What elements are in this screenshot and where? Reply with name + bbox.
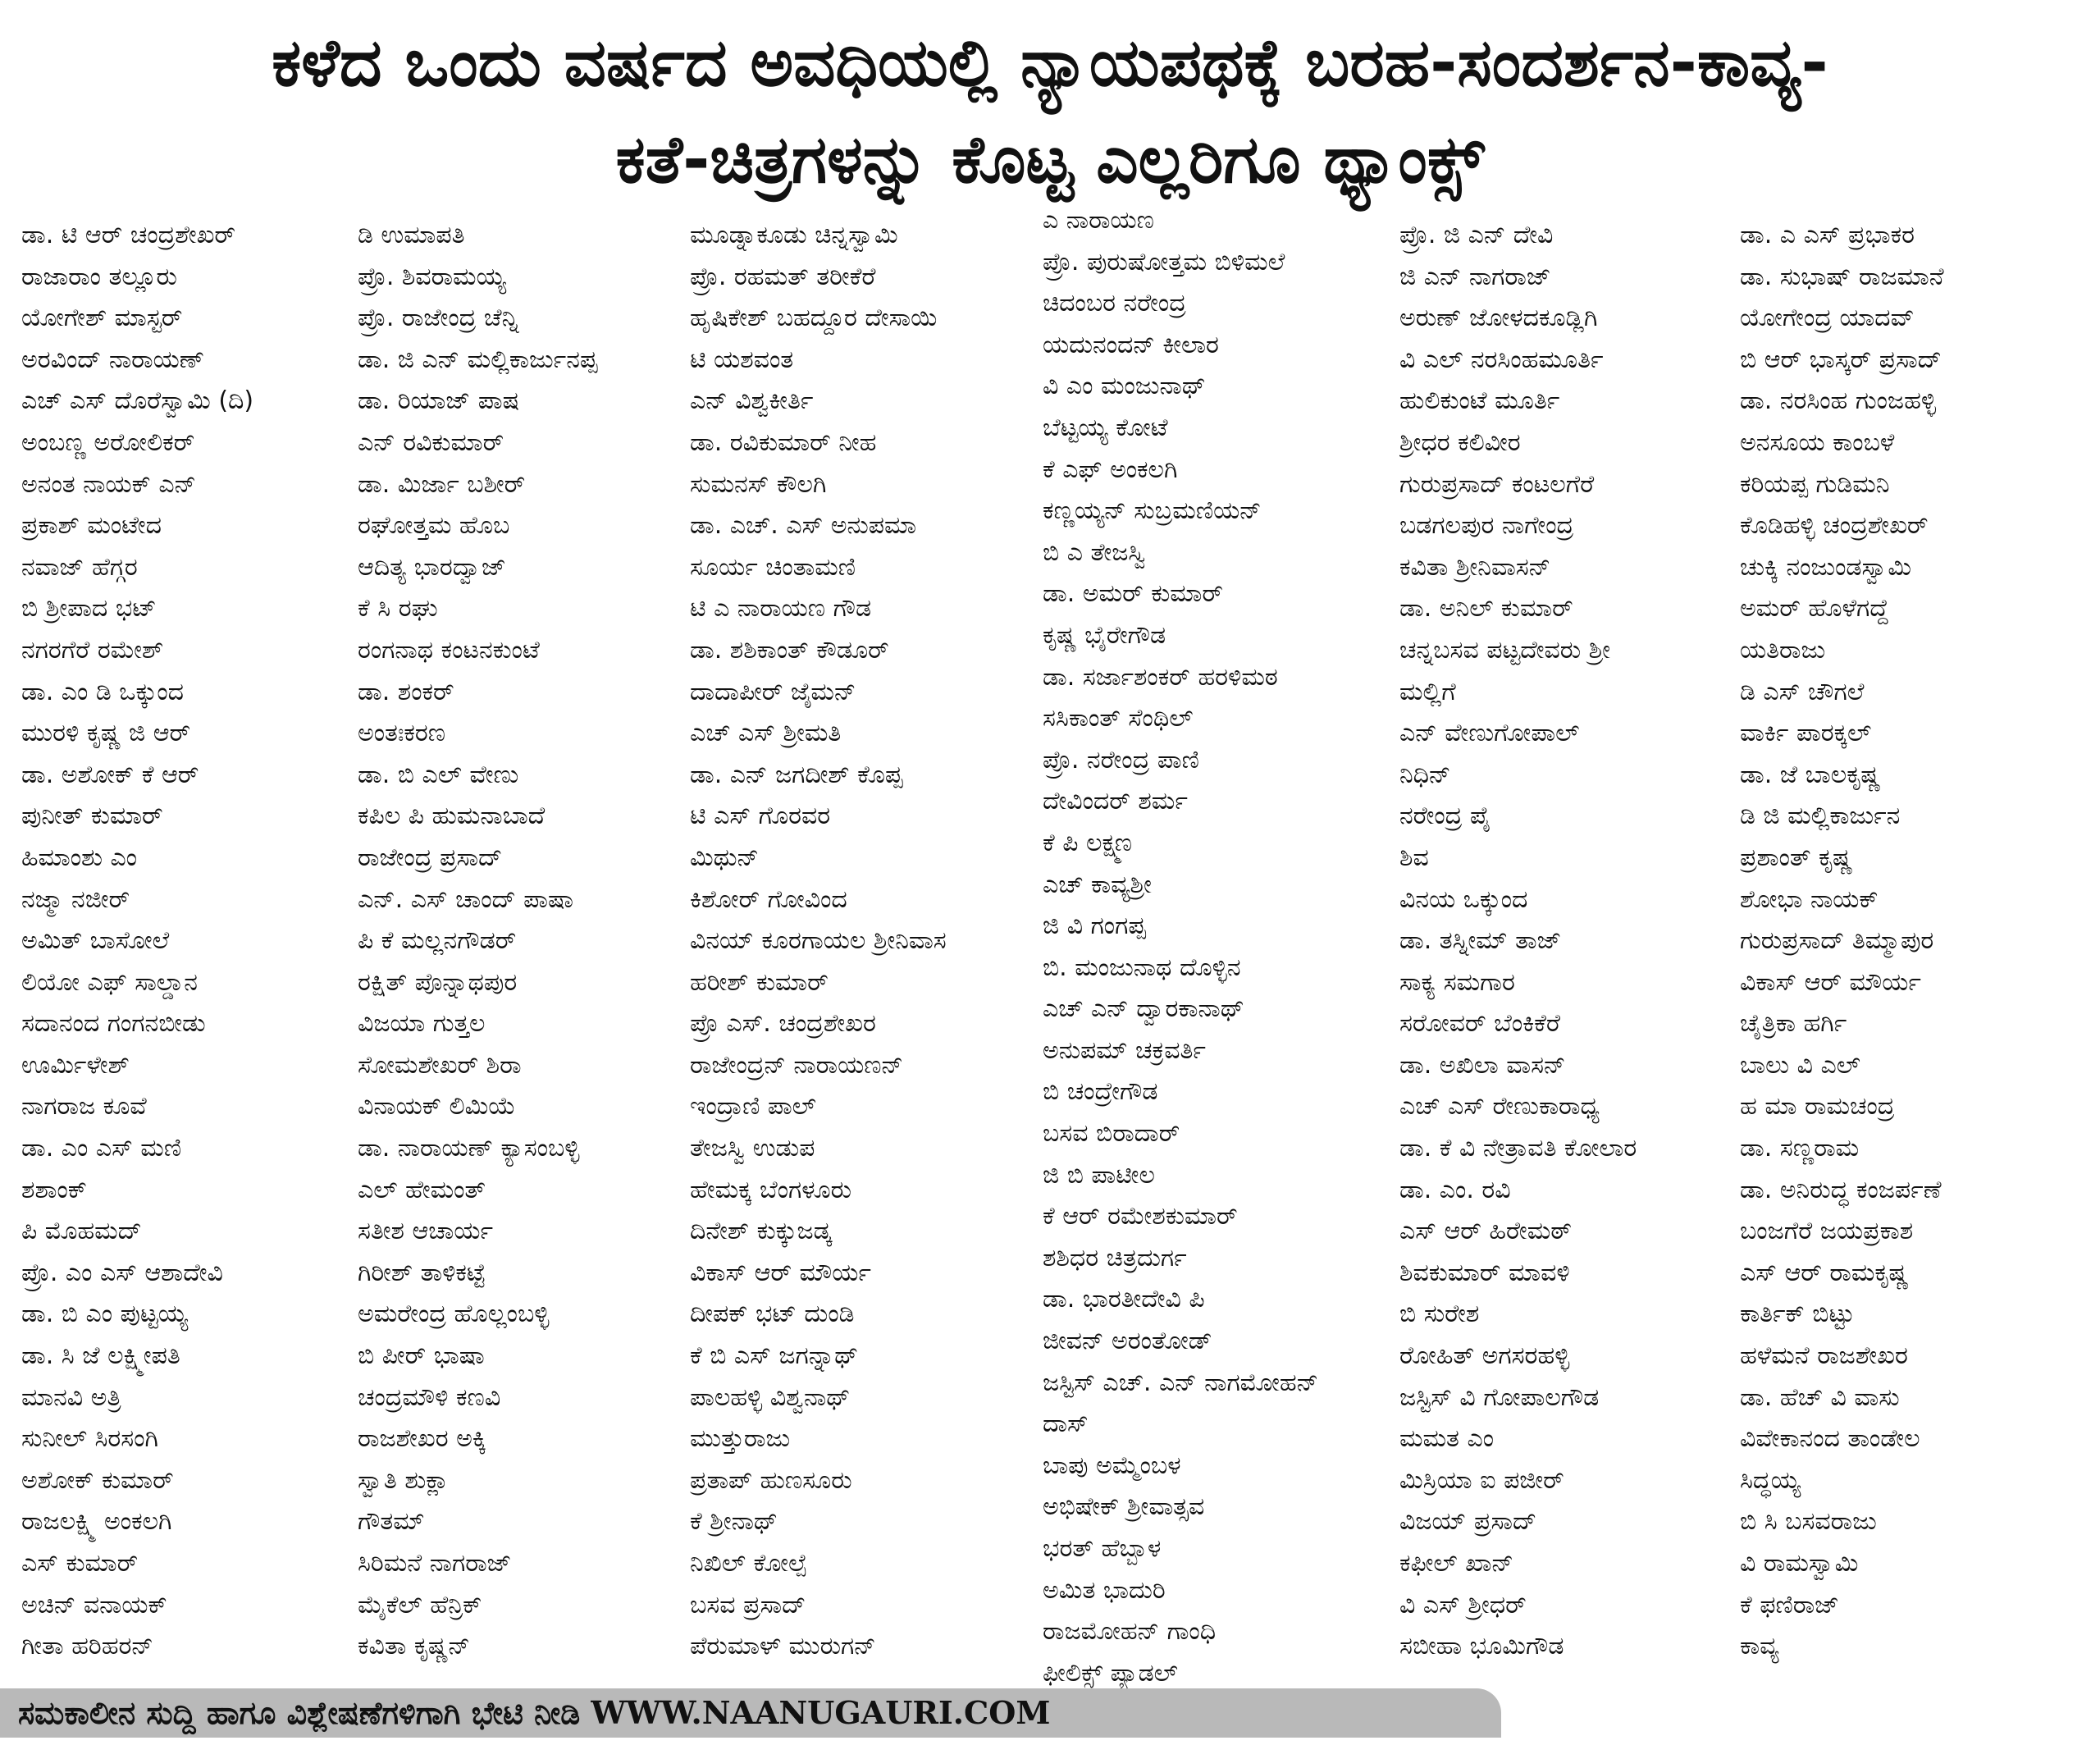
contributor-name: ಸತೀಶ ಆಚಾರ್ಯ — [358, 1217, 493, 1246]
contributor-name: ಎಸ್ ಆರ್ ಹಿರೇಮಠ್ — [1399, 1217, 1572, 1246]
contributor-name: ಡಾ. ಹೆಚ್ ವಿ ವಾಸು — [1740, 1382, 1900, 1412]
name-column-2 — [358, 215, 702, 1668]
contributor-name: ಡಾ. ಜಿ ಎನ್ ಮಲ್ಲಿಕಾರ್ಜುನಪ್ಪ — [358, 345, 598, 374]
contributor-name: ಬಿ ಸುರೇಶ — [1399, 1300, 1480, 1329]
contributor-name: ಪ್ರತಾಪ್ ಹುಣಸೂರು — [690, 1465, 852, 1495]
contributor-name: ಶಿವ — [1399, 843, 1429, 872]
contributor-name: ಡಾ. ಸಣ್ಣರಾಮ — [1740, 1134, 1860, 1163]
contributor-name: ಡಾ. ಭಾರತೀದೇವಿ ಪಿ — [1043, 1285, 1205, 1314]
contributor-name: ರಾಜಾರಾಂ ತಲ್ಲೂರು — [21, 262, 177, 291]
contributor-name: ಬಿ ಶ್ರೀಪಾದ ಭಟ್ — [21, 594, 157, 624]
contributor-name: ವಿವೇಕಾನಂದ ತಾಂಡೇಲ — [1740, 1424, 1920, 1454]
name-column-6 — [1740, 215, 2084, 1668]
contributor-name: ಬಸವ ಪ್ರಸಾದ್ — [690, 1590, 806, 1619]
contributor-name: ಡಾ. ಕೆ ವಿ ನೇತ್ರಾವತಿ ಕೋಲಾರ — [1399, 1134, 1637, 1163]
contributor-name: ಸಾಕ್ಯ ಸಮಗಾರ — [1399, 967, 1515, 997]
contributor-name: ಅಶೋಕ್ ಕುಮಾರ್ — [21, 1465, 174, 1495]
contributor-name: ನರೇಂದ್ರ ಪೈ — [1399, 802, 1491, 831]
contributor-name: ರಂಗನಾಥ ಕಂಟನಕುಂಟೆ — [358, 635, 540, 665]
contributor-name: ಕೃಷ್ಣ ಭೈರೇಗೌಡ — [1043, 620, 1166, 650]
contributor-name: ಪ್ರಶಾಂತ್ ಕೃಷ್ಣ — [1740, 843, 1853, 872]
contributor-name: ಡಾ. ಶಶಿಕಾಂತ್ ಕೌಡೂರ್ — [690, 635, 889, 665]
contributor-name: ಚಿದಂಬರ ನರೇಂದ್ರ — [1043, 289, 1186, 318]
contributor-name: ನಜ್ಮಾ ನಜೀರ್ — [21, 884, 130, 914]
contributor-name: ಗೌತಮ್ — [358, 1507, 425, 1537]
contributor-name: ಕಫೀಲ್ ಖಾನ್ — [1399, 1549, 1513, 1578]
contributor-name: ಪಾಲಹಳ್ಳಿ ವಿಶ್ವನಾಥ್ — [690, 1382, 851, 1412]
contributor-name: ಮೂಡ್ನಾಕೂಡು ಚಿನ್ನಸ್ವಾಮಿ — [690, 221, 898, 249]
contributor-name: ಹಳೆಮನೆ ರಾಜಶೇಖರ — [1740, 1341, 1908, 1371]
name-column-3 — [690, 215, 1034, 1668]
contributor-name: ಅನಸೂಯ ಕಾಂಬಳೆ — [1740, 427, 1895, 457]
contributor-name: ಸ್ವಾತಿ ಶುಕ್ಲಾ — [358, 1465, 449, 1495]
contributor-name: ಬಿ ಆರ್ ಭಾಸ್ಕರ್ ಪ್ರಸಾದ್ — [1740, 345, 1942, 374]
contributor-name: ಶೋಭಾ ನಾಯಕ್ — [1740, 884, 1879, 914]
contributor-name: ನಿಖಿಲ್ ಕೋಲ್ಪೆ — [690, 1549, 807, 1578]
contributor-name: ಬಡಗಲಪುರ ನಾಗೇಂದ್ರ — [1399, 511, 1574, 541]
contributor-name: ಬಾಪು ಅಮ್ಮೆಂಬಳ — [1043, 1450, 1181, 1480]
contributor-name: ಗೀತಾ ಹರಿಹರನ್ — [21, 1632, 153, 1661]
contributor-name: ನಾಗರಾಜ ಕೂವೆ — [21, 1092, 147, 1121]
contributor-name: ಮಮತ ಎಂ — [1399, 1424, 1495, 1454]
contributor-name: ಎಚ್ ಕಾವ್ಯಶ್ರೀ — [1043, 870, 1152, 899]
contributor-name: ಜಿ ವಿ ಗಂಗಪ್ಪ — [1043, 911, 1146, 941]
contributor-name: ಕಣ್ಣಯ್ಯನ್ ಸುಬ್ರಮಣಿಯನ್ — [1043, 496, 1262, 526]
contributor-name: ಬಿ ಎ ತೇಜಸ್ವಿ — [1043, 537, 1146, 567]
contributor-name: ಡಾ. ಶಂಕರ್ — [358, 677, 454, 706]
title-line-1: ಕಳೆದ ಒಂದು ವರ್ಷದ ಅವಧಿಯಲ್ಲಿ ನ್ಯಾಯಪಥಕ್ಕೆ ಬರಹ-ಸಂದರ್ಶನ-ಕಾವ್ಯ- — [272, 25, 1828, 101]
contributor-name: ಕಿಶೋರ್ ಗೋವಿಂದ — [690, 884, 847, 914]
contributor-name: ಯತಿರಾಜು — [1740, 635, 1826, 665]
contributor-name: ಲಿಯೋ ಎಫ್ ಸಾಲ್ಡಾನ — [21, 967, 198, 997]
contributor-name: ಚುಕ್ಕಿ ನಂಜುಂಡಸ್ವಾಮಿ — [1740, 552, 1912, 582]
contributor-name: ಡಾ. ಎಂ. ರವಿ — [1399, 1175, 1511, 1204]
contributor-name: ಪ್ರಕಾಶ್ ಮಂಟೇದ — [21, 511, 162, 541]
contributor-name: ಎನ್ ರವಿಕುಮಾರ್ — [358, 427, 504, 457]
contributor-name: ಬಿ ಚಂದ್ರೇಗೌಡ — [1043, 1077, 1158, 1107]
contributor-name: ಡಾ. ಅಖಿಲಾ ವಾಸನ್ — [1399, 1050, 1566, 1080]
contributor-name: ದಾದಾಪೀರ್ ಜೈಮನ್ — [690, 677, 856, 706]
contributor-name: ಪೆರುಮಾಳ್ ಮುರುಗನ್ — [690, 1632, 876, 1661]
contributor-name: ಶ್ರೀಧರ ಕಲಿವೀರ — [1399, 427, 1521, 457]
contributor-name: ಡಾ. ಎನ್ ಜಗದೀಶ್ ಕೊಪ್ಪ — [690, 760, 903, 789]
contributor-name: ಆದಿತ್ಯ ಭಾರದ್ವಾಜ್ — [358, 552, 506, 582]
contributor-name: ಡಾ. ಎಚ್. ಎಸ್ ಅನುಪಮಾ — [690, 511, 917, 541]
contributor-name: ಡಾ. ನರಸಿಂಹ ಗುಂಜಹಳ್ಳಿ — [1740, 386, 1937, 416]
contributor-name: ಮುತ್ತುರಾಜು — [690, 1424, 791, 1454]
contributor-name: ಡಾ. ಎಂ ಎಸ್ ಮಣಿ — [21, 1134, 182, 1163]
contributor-name: ಶಶಾಂಕ್ — [21, 1175, 87, 1204]
contributor-name: ಪಿ ಕೆ ಮಲ್ಲನಗೌಡರ್ — [358, 926, 517, 956]
contributor-name: ಅಚಿನ್ ವನಾಯಕ್ — [21, 1590, 167, 1619]
contributor-name: ಅನುಪಮ್ ಚಕ್ರವರ್ತಿ — [1043, 1035, 1206, 1065]
contributor-name: ಜಿ ಬಿ ಪಾಟೀಲ — [1043, 1160, 1155, 1190]
contributor-name: ದೀಪಕ್ ಭಟ್ ದುಂಡಿ — [690, 1300, 855, 1329]
contributor-name: ರಾಜೇಂದ್ರನ್ ನಾರಾಯಣನ್ — [690, 1050, 903, 1080]
contributor-name: ಸೋಮಶೇಖರ್ ಶಿರಾ — [358, 1050, 522, 1080]
contributor-name: ಬಿ ಸಿ ಬಸವರಾಜು — [1740, 1507, 1877, 1537]
contributor-name: ವಿ ಎಂ ಮಂಜುನಾಥ್ — [1043, 372, 1206, 401]
contributor-name: ಡಾ. ರವಿಕುಮಾರ್ ನೀಹ — [690, 427, 877, 457]
contributor-name: ಅಂತಃಕರಣ — [358, 719, 446, 748]
contributor-name: ವಿ ಎಲ್ ನರಸಿಂಹಮೂರ್ತಿ — [1399, 345, 1604, 374]
contributor-name: ಯೋಗೇಶ್ ಮಾಸ್ಟರ್ — [21, 304, 183, 333]
contributor-name: ಟಿ ಯಶವಂತ — [690, 345, 794, 374]
contributor-name: ಕೆ ಫಣಿರಾಜ್ — [1740, 1590, 1840, 1619]
contributor-name: ನವಾಜ್ ಹೆಗ್ಗರ — [21, 552, 138, 582]
contributor-name: ರಾಜಮೋಹನ್ ಗಾಂಧಿ — [1043, 1617, 1217, 1647]
contributor-name: ಅಮಿತ ಭಾದುರಿ — [1043, 1575, 1166, 1605]
contributor-name: ಡಾ. ಅನಿರುದ್ಧ ಕಂಜರ್ಪಣೆ — [1740, 1175, 1942, 1204]
contributor-name: ಸುಮನಸ್ ಕೌಲಗಿ — [690, 469, 827, 499]
name-column-4 — [1043, 200, 1387, 1694]
contributor-name: ಜೀವನ್ ಅರಂತೋಡ್ — [1043, 1327, 1212, 1356]
contributor-name: ಎಚ್ ಎಸ್ ರೇಣುಕಾರಾಧ್ಯ — [1399, 1092, 1600, 1121]
contributor-name: ಡಿ ಉಮಾಪತಿ — [358, 221, 465, 249]
contributor-name: ಸಿದ್ಧಯ್ಯ — [1740, 1465, 1801, 1495]
contributor-name: ಸೂರ್ಯ ಚಿಂತಾಮಣಿ — [690, 552, 856, 582]
contributor-name: ಡಿ ಎಸ್ ಚೌಗಲೆ — [1740, 677, 1865, 706]
contributor-name: ಎಚ್ ಎನ್ ದ್ವಾರಕಾನಾಥ್ — [1043, 994, 1244, 1024]
contributor-name: ಪ್ರೊ. ರಹಮತ್ ತರೀಕೆರೆ — [690, 262, 876, 291]
footer-banner — [0, 1688, 1501, 1738]
contributor-name: ಮಿಥುನ್ — [690, 843, 759, 872]
contributor-name: ಚನ್ನಬಸವ ಪಟ್ಟದೇವರು ಶ್ರೀ — [1399, 635, 1611, 665]
contributor-name: ಪ್ರೊ ಎಸ್. ಚಂದ್ರಶೇಖರ — [690, 1009, 876, 1039]
contributor-name: ಪ್ರೊ. ಪುರುಷೋತ್ತಮ ಬಿಳಿಮಲೆ — [1043, 247, 1285, 276]
contributor-name: ಜಸ್ಟಿಸ್ ಎಚ್. ಎನ್ ನಾಗಮೋಹನ್ — [1043, 1368, 1319, 1397]
contributor-name: ವಿಜಯಾ ಗುತ್ತಲ — [358, 1009, 486, 1039]
contributor-name: ರಕ್ಷಿತ್ ಪೊನ್ನಾಥಪುರ — [358, 967, 518, 997]
contributor-name: ಮಾನವಿ ಅತ್ರಿ — [21, 1382, 121, 1412]
contributor-name: ರಘೋತ್ತಮ ಹೊಬ — [358, 511, 510, 541]
footer-text: ಸಮಕಾಲೀನ ಸುದ್ದಿ ಹಾಗೂ ವಿಶ್ಲೇಷಣೆಗಳಿಗಾಗಿ ಭೇಟಿ ನೀಡಿ — [18, 1695, 581, 1731]
contributor-name: ವಿ ರಾಮಸ್ವಾಮಿ — [1740, 1549, 1859, 1578]
contributor-name: ಕೆ ಪಿ ಲಕ್ಷ್ಮಣ — [1043, 828, 1133, 857]
contributor-name: ಶಿವಕುಮಾರ್ ಮಾವಳಿ — [1399, 1258, 1570, 1287]
contributor-name: ಶಶಿಧರ ಚಿತ್ರದುರ್ಗ — [1043, 1243, 1187, 1272]
contributor-name: ಬಿ ಪೀರ್ ಭಾಷಾ — [358, 1341, 485, 1371]
contributor-name: ಪ್ರೊ. ಎಂ ಎಸ್ ಆಶಾದೇವಿ — [21, 1258, 223, 1287]
contributor-name: ಟಿ ಎ ನಾರಾಯಣ ಗೌಡ — [690, 594, 872, 624]
contributor-name: ಮಲ್ಲಿಗೆ — [1399, 677, 1456, 706]
contributor-name: ವಿನಯ ಒಕ್ಕುಂದ — [1399, 884, 1528, 914]
contributor-name: ಮೈಕೆಲ್ ಹೆನ್ರಿಕ್ — [358, 1590, 482, 1619]
contributor-name: ಗಿರೀಶ್ ತಾಳಿಕಟ್ಟೆ — [358, 1258, 486, 1287]
contributor-name: ತೇಜಸ್ವಿ ಉಡುಪ — [690, 1134, 815, 1163]
footer-website-link[interactable]: WWW.NAANUGAURI.COM — [591, 1694, 1051, 1731]
contributor-name: ಬಂಜಗೆರೆ ಜಯಪ್ರಕಾಶ — [1740, 1217, 1914, 1246]
contributor-name: ಫೀಲಿಕ್ಸ್ ಪ್ಯಾಡಲ್ — [1043, 1658, 1178, 1688]
contributor-name: ಪ್ರೊ. ಜಿ ಎನ್ ದೇವಿ — [1399, 221, 1554, 249]
contributor-name: ಡಾ. ಅಶೋಕ್ ಕೆ ಆರ್ — [21, 760, 199, 789]
contributor-name: ಎಸ್ ಆರ್ ರಾಮಕೃಷ್ಣ — [1740, 1258, 1910, 1287]
contributor-name: ಪಿ ಮೊಹಮದ್ — [21, 1217, 142, 1246]
contributor-name: ಎಚ್ ಎಸ್ ಶ್ರೀಮತಿ — [690, 719, 842, 748]
contributor-name: ಜಸ್ಟಿಸ್ ವಿ ಗೋಪಾಲಗೌಡ — [1399, 1382, 1600, 1412]
contributor-name: ಸಬೀಹಾ ಭೂಮಿಗೌಡ — [1399, 1632, 1564, 1661]
contributor-name: ಎನ್. ಎಸ್ ಚಾಂದ್ ಪಾಷಾ — [358, 884, 573, 914]
contributor-name: ದಾಸ್ — [1043, 1409, 1089, 1439]
contributor-name: ಅಮರ್ ಹೊಳೆಗದ್ದೆ — [1740, 594, 1889, 624]
contributor-name: ಕಪಿಲ ಪಿ ಹುಮನಾಬಾದೆ — [358, 802, 546, 831]
contributor-name: ಡಾ. ಅನಿಲ್ ಕುಮಾರ್ — [1399, 594, 1573, 624]
contributor-columns — [21, 206, 2089, 1688]
contributor-name: ಸದಾನಂದ ಗಂಗನಬೀಡು — [21, 1009, 206, 1039]
contributor-name: ಹ ಮಾ ರಾಮಚಂದ್ರ — [1740, 1092, 1895, 1121]
name-column-1 — [21, 215, 366, 1668]
contributor-name: ಮುರಳಿ ಕೃಷ್ಣ ಜಿ ಆರ್ — [21, 719, 191, 748]
contributor-name: ಡಾ. ರಿಯಾಜ್ ಪಾಷ — [358, 386, 519, 416]
contributor-name: ಕರಿಯಪ್ಪ ಗುಡಿಮನಿ — [1740, 469, 1890, 499]
contributor-name: ರಾಜಲಕ್ಷ್ಮಿ ಅಂಕಲಗಿ — [21, 1507, 172, 1537]
contributor-name: ಗುರುಪ್ರಸಾದ್ ಕಂಟಲಗೆರೆ — [1399, 469, 1595, 499]
contributor-name: ಡಾ. ಸುಭಾಷ್ ರಾಜಮಾನೆ — [1740, 262, 1944, 291]
contributor-name: ಭರತ್ ಹೆಬ್ಬಾಳ — [1043, 1534, 1162, 1563]
contributor-name: ರೋಹಿತ್ ಅಗಸರಹಳ್ಳಿ — [1399, 1341, 1570, 1371]
contributor-name: ಹೇಮಕ್ಕ ಬೆಂಗಳೂರು — [690, 1175, 852, 1204]
contributor-name: ಎ ನಾರಾಯಣ — [1043, 206, 1154, 235]
contributor-name: ಕೊಡಿಹಳ್ಳಿ ಚಂದ್ರಶೇಖರ್ — [1740, 511, 1929, 541]
contributor-name: ಡಾ. ಸರ್ಜಾಶಂಕರ್ ಹರಳಿಮಠ — [1043, 662, 1278, 692]
contributor-name: ಗುರುಪ್ರಸಾದ್ ತಿಮ್ಮಾಪುರ — [1740, 926, 1934, 956]
contributor-name: ಕಾವ್ಯ — [1740, 1632, 1779, 1661]
contributor-name: ಡಾ. ಎ ಎಸ್ ಪ್ರಭಾಕರ — [1740, 221, 1915, 249]
contributor-name: ಡಾ. ಮಿರ್ಜಾ ಬಶೀರ್ — [358, 469, 526, 499]
contributor-name: ವಿಕಾಸ್ ಆರ್ ಮೌರ್ಯ — [690, 1258, 871, 1287]
contributor-name: ಕೆ ಆರ್ ರಮೇಶಕುಮಾರ್ — [1043, 1202, 1238, 1231]
contributor-name: ಕೆ ಶ್ರೀನಾಥ್ — [690, 1507, 778, 1537]
contributor-name: ಸಸಿಕಾಂತ್ ಸೆಂಥಿಲ್ — [1043, 704, 1194, 733]
contributor-name: ಕೆ ಬಿ ಎಸ್ ಜಗನ್ನಾಥ್ — [690, 1341, 859, 1371]
contributor-name: ಡಾ. ಬಿ ಎಲ್ ವೇಣು — [358, 760, 519, 789]
contributor-name: ಕಾರ್ತಿಕ್ ಬಿಟ್ಟು — [1740, 1300, 1855, 1329]
contributor-name: ಡಿ ಜಿ ಮಲ್ಲಿಕಾರ್ಜುನ — [1740, 802, 1901, 831]
contributor-name: ಚಂದ್ರಮೌಳಿ ಕಣವಿ — [358, 1382, 501, 1412]
contributor-name: ಹೃಷಿಕೇಶ್ ಬಹದ್ದೂರ ದೇಸಾಯಿ — [690, 304, 938, 333]
contributor-name: ಯದುನಂದನ್ ಕೀಲಾರ — [1043, 330, 1219, 359]
contributor-name: ವಾರ್ಕಿ ಪಾರಕ್ಕಲ್ — [1740, 719, 1872, 748]
contributor-name: ಅಮರೇಂದ್ರ ಹೊಲ್ಲಂಬಳ್ಳಿ — [358, 1300, 550, 1329]
contributor-name: ಕವಿತಾ ಶ್ರೀನಿವಾಸನ್ — [1399, 552, 1551, 582]
contributor-name: ಜಿ ಎನ್ ನಾಗರಾಜ್ — [1399, 262, 1551, 291]
contributor-name: ದೇವಿಂದರ್ ಶರ್ಮ — [1043, 787, 1188, 816]
contributor-name: ಅಮಿತ್ ಬಾಸೋಲೆ — [21, 926, 170, 956]
contributor-name: ಊರ್ಮಿಳೇಶ್ — [21, 1050, 130, 1080]
contributor-name: ಪ್ರೊ. ಶಿವರಾಮಯ್ಯ — [358, 262, 506, 291]
contributor-name: ರಾಜಶೇಖರ ಅಕ್ಕಿ — [358, 1424, 486, 1454]
contributor-name: ಡಾ. ಬಿ ಎಂ ಪುಟ್ಟಯ್ಯ — [21, 1300, 188, 1329]
contributor-name: ಅಂಬಣ್ಣ ಅರೋಲಿಕರ್ — [21, 427, 195, 457]
contributor-name: ಅರವಿಂದ್ ನಾರಾಯಣ್ — [21, 345, 205, 374]
contributor-name: ಚೈತ್ರಿಕಾ ಹರ್ಗಿ — [1740, 1009, 1847, 1039]
contributor-name: ರಾಜೇಂದ್ರ ಪ್ರಸಾದ್ — [358, 843, 503, 872]
contributor-name: ಡಾ. ಟಿ ಆರ್ ಚಂದ್ರಶೇಖರ್ — [21, 221, 236, 249]
contributor-name: ಅನಂತ ನಾಯಕ್ ಎನ್ — [21, 469, 196, 499]
contributor-name: ದಿನೇಶ್ ಕುಕ್ಕುಜಡ್ಕ — [690, 1217, 832, 1246]
contributor-name: ಡಾ. ಸಿ ಜೆ ಲಕ್ಷ್ಮೀಪತಿ — [21, 1341, 180, 1371]
contributor-name: ಎಲ್ ಹೇಮಂತ್ — [358, 1175, 486, 1204]
contributor-name: ಸಿರಿಮನೆ ನಾಗರಾಜ್ — [358, 1549, 512, 1578]
contributor-name: ಪ್ರೊ. ರಾಜೇಂದ್ರ ಚೆನ್ನಿ — [358, 304, 519, 333]
contributor-name: ಡಾ. ಎಂ ಡಿ ಒಕ್ಕುಂದ — [21, 677, 185, 706]
contributor-name: ಬಾಲು ವಿ ಎಲ್ — [1740, 1050, 1860, 1080]
contributor-name: ಹರೀಶ್ ಕುಮಾರ್ — [690, 967, 829, 997]
contributor-name: ಎನ್ ವೇಣುಗೋಪಾಲ್ — [1399, 719, 1580, 748]
contributor-name: ಕವಿತಾ ಕೃಷ್ಣನ್ — [358, 1632, 470, 1661]
contributor-name: ನಿಧಿನ್ — [1399, 760, 1451, 789]
contributor-name: ಬಿ. ಮಂಜುನಾಥ ದೊಳ್ಳಿನ — [1043, 952, 1241, 982]
contributor-name: ಡಾ. ಅಮರ್ ಕುಮಾರ್ — [1043, 579, 1223, 609]
contributor-name: ಡಾ. ನಾರಾಯಣ್ ಕ್ಯಾಸಂಬಳ್ಳಿ — [358, 1134, 580, 1163]
contributor-name: ಟಿ ಎಸ್ ಗೊರವರ — [690, 802, 831, 831]
name-column-5 — [1399, 215, 1744, 1668]
contributor-name: ಮಿಸ್ರಿಯಾ ಐ ಪಜೀರ್ — [1399, 1465, 1564, 1495]
title-line-2: ಕತೆ-ಚಿತ್ರಗಳನ್ನು ಕೊಟ್ಟ ಎಲ್ಲರಿಗೂ ಥ್ಯಾಂಕ್ಸ್ — [615, 121, 1485, 198]
contributor-name: ಪುನೀತ್ ಕುಮಾರ್ — [21, 802, 163, 831]
contributor-name: ಡಾ. ತಸ್ನೀಮ್ ತಾಜ್ — [1399, 926, 1562, 956]
contributor-name: ಬೆಟ್ಟಯ್ಯ ಕೋಟೆ — [1043, 413, 1168, 442]
contributor-name: ವಿ ಎಸ್ ಶ್ರೀಧರ್ — [1399, 1590, 1527, 1619]
contributor-name: ಎನ್ ವಿಶ್ವಕೀರ್ತಿ — [690, 386, 814, 416]
contributor-name: ಸುನೀಲ್ ಸಿರಸಂಗಿ — [21, 1424, 158, 1454]
contributor-name: ಇಂದ್ರಾಣಿ ಪಾಲ್ — [690, 1092, 816, 1121]
page-title — [33, 15, 2067, 208]
contributor-name: ವಿಕಾಸ್ ಆರ್ ಮೌರ್ಯ — [1740, 967, 1921, 997]
contributor-name: ಕೆ ಎಫ್ ಅಂಕಲಗಿ — [1043, 455, 1178, 484]
contributor-name: ಡಾ. ಜೆ ಬಾಲಕೃಷ್ಣ — [1740, 760, 1881, 789]
contributor-name: ಹುಲಿಕುಂಟೆ ಮೂರ್ತಿ — [1399, 386, 1560, 416]
contributor-name: ಬಸವ ಬಿರಾದಾರ್ — [1043, 1119, 1180, 1149]
contributor-name: ಕೆ ಸಿ ರಘು — [358, 594, 438, 624]
contributor-name: ಅರುಣ್ ಜೋಳದಕೂಡ್ಲಿಗಿ — [1399, 304, 1598, 333]
contributor-name: ಎಚ್ ಎಸ್ ದೊರೆಸ್ವಾಮಿ (ದಿ) — [21, 386, 254, 416]
contributor-name: ವಿನಯ್ ಕೂರಗಾಯಲ ಶ್ರೀನಿವಾಸ — [690, 926, 947, 956]
contributor-name: ಎಸ್ ಕುಮಾರ್ — [21, 1549, 139, 1578]
contributor-name: ಹಿಮಾಂಶು ಎಂ — [21, 843, 138, 872]
contributor-name: ವಿನಾಯಕ್ ಲಿಮಿಯೆ — [358, 1092, 516, 1121]
contributor-name: ವಿಜಯ್ ಪ್ರಸಾದ್ — [1399, 1507, 1537, 1537]
contributor-name: ಸರೋವರ್ ಬೆಂಕಿಕೆರೆ — [1399, 1009, 1560, 1039]
contributor-name: ಯೋಗೇಂದ್ರ ಯಾದವ್ — [1740, 304, 1915, 333]
contributor-name: ಅಭಿಷೇಕ್ ಶ್ರೀವಾತ್ಸವ — [1043, 1492, 1205, 1522]
contributor-name: ಪ್ರೊ. ನರೇಂದ್ರ ಪಾಣಿ — [1043, 745, 1199, 774]
contributor-name: ನಗರಗೆರೆ ರಮೇಶ್ — [21, 635, 164, 665]
